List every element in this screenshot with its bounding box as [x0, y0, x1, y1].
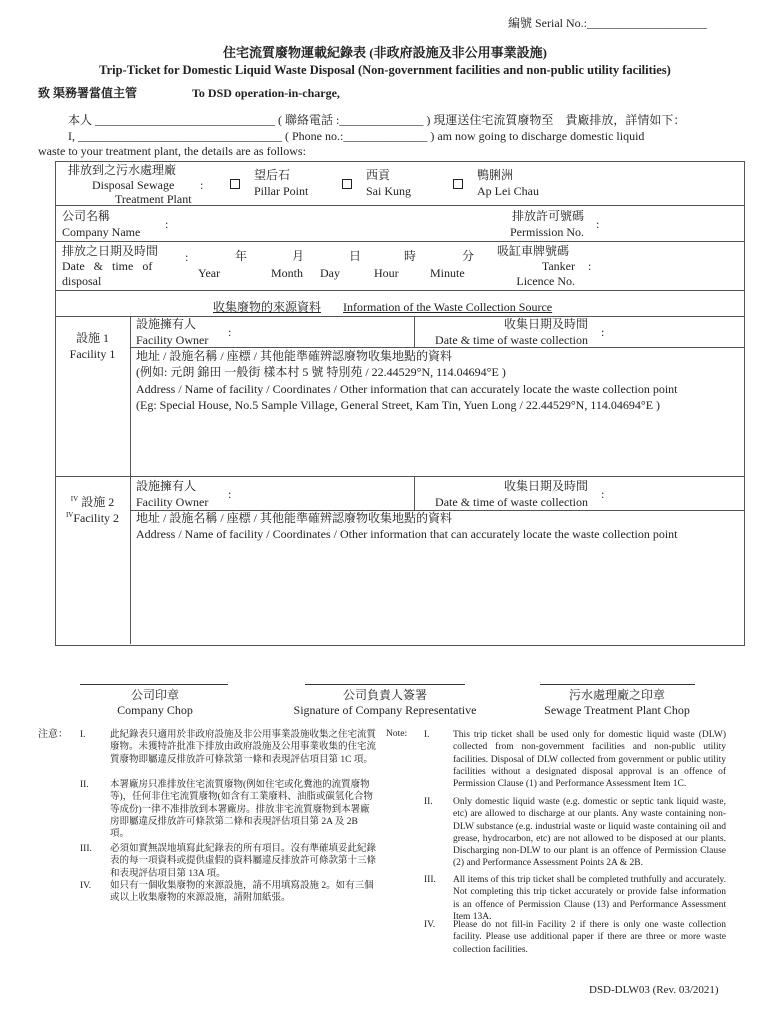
day-unit: 日	[349, 249, 362, 263]
note-en-3	[424, 874, 726, 923]
signature-zh: 公司負責人簽署	[342, 688, 427, 702]
collection-date-label-zh: 收集日期及時間	[503, 479, 588, 493]
collection-date-label-en: Date & time of waste collection	[435, 495, 588, 509]
signature-en: Signature of Company Representative	[293, 703, 477, 717]
serial-number-field[interactable]: 編號 Serial No.:____________________	[508, 16, 707, 30]
note-zh-4	[80, 880, 376, 905]
option-zh: 鴨脷洲	[477, 168, 514, 182]
option-en: Ap Lei Chau	[477, 184, 539, 198]
address-label-zh: 地址 / 設施名稱 / 座標 / 其他能準確辨認廢物收集地點的資料	[136, 349, 453, 363]
note-zh-2	[80, 779, 376, 840]
owner-label-zh: 設施擁有人	[136, 479, 197, 493]
month-label: Month	[271, 266, 304, 280]
company-label-en: Company Name	[62, 225, 141, 239]
option-en: Sai Kung	[366, 184, 411, 198]
collection-date-label-en: Date & time of waste collection	[435, 333, 588, 347]
note-zh-3	[80, 843, 376, 880]
note-en-1	[424, 729, 726, 790]
option-en: Pillar Point	[254, 184, 309, 198]
plant-label-en: Disposal Sewage	[92, 178, 175, 192]
option-zh: 望后石	[254, 168, 291, 182]
address-label-zh: 地址 / 設施名稱 / 座標 / 其他能準確辨認廢物收集地點的資料	[136, 511, 453, 525]
note-number: IV.	[80, 881, 92, 891]
note-ref: IV	[70, 495, 79, 503]
minute-label: Minute	[430, 266, 465, 280]
source-header-en: Information of the Waste Collection Source	[343, 300, 553, 314]
note-zh-1	[80, 729, 376, 766]
source-header	[213, 300, 552, 314]
year-label: Year	[198, 266, 221, 280]
owner-label-en: Facility Owner	[136, 333, 209, 347]
note-text: 如只有一個收集廢物的來源設施，請不用填寫設施 2。如有三個或以上收集廢物的來源設施，請附加紙張。	[110, 881, 374, 904]
checkbox-pillar-point[interactable]	[230, 179, 240, 189]
note-number: I.	[424, 730, 430, 740]
day-label: Day	[320, 266, 340, 280]
plant-label-en2: Treatment Plant	[115, 192, 192, 206]
facility-1-label-en: Facility 1	[69, 347, 116, 361]
address-label-en: Address / Name of facility / Coordinates / Other information that can accurately locate the waste collection point	[136, 527, 678, 541]
permission-no-input[interactable]	[605, 210, 735, 236]
note-number: III.	[80, 844, 92, 854]
note-text: 必須如實無誤地填寫此紀錄表的所有項目。沒有準確填妥此紀錄表的每一項資料或提供虛假的資料屬違反排放許可條款第十三條和表現評估項目第 13A 項。	[110, 844, 377, 879]
checkbox-ap-lei-chau[interactable]	[453, 179, 463, 189]
note-text: 本署廠房只准排放住宅流質廢物(例如住宅或化糞池的流質廢物等)，任何非住宅流質廢物(如含有工業廢料、油脂或碳氫化合物等成份)一律不准排放到本署廠房。排放非宅流質廢物到本署廠房即屬違反排放許可條款第二條和表現評估項目第 2A 及 2B 項。	[110, 780, 373, 840]
address-label-en: Address / Name of facility / Coordinates / Other information that can accurately locate the waste collection point	[136, 382, 678, 396]
colon: :	[185, 250, 189, 264]
note-text: Please do not fill-in Facility 2 if there is only one waste collection facility. Please use additional paper if there are three or more waste collection facilities.	[453, 920, 726, 955]
tanker-label-en: Tanker	[541, 259, 575, 273]
owner-label-zh: 設施擁有人	[136, 317, 197, 331]
company-label-zh: 公司名稱	[62, 209, 111, 223]
note-text: 此紀錄表只適用於非政府設施及非公用事業設施收集之住宅流質廢物。未獲特許批准下排放由政府設施及公用事業收集的住宅流質廢物即屬違反排放許可條款第一條和表現評估項目第 1C 項。	[110, 730, 377, 765]
minute-unit: 分	[462, 249, 475, 263]
owner-label-en: Facility Owner	[136, 495, 209, 509]
company-chop-zh: 公司印章	[130, 688, 179, 702]
colon: :	[228, 487, 232, 501]
tanker-licence-input[interactable]	[598, 246, 738, 286]
address-example-en: (Eg: Special House, No.5 Sample Village, General Street, Kam Tin, Yuen Long / 22.44529°N, 114.04694°E )	[136, 398, 661, 412]
facility-2-label-zh	[55, 495, 130, 509]
notes-zh-label: 注意：	[38, 729, 68, 740]
date-label-en: Date & time of	[62, 259, 153, 273]
tanker-label-en2: Licence No.	[516, 274, 575, 288]
note-text: All items of this trip ticket shall be completed truthfully and accurately. Not completing this trip ticket accurately or provide false information is an offence of Permission Clause (13) and Performance Assessment Item 13A.	[453, 875, 726, 922]
colon: :	[601, 325, 605, 339]
colon: :	[601, 487, 605, 501]
permission-label-zh: 排放許可號碼	[511, 209, 584, 223]
facility-1-address-input[interactable]	[136, 414, 736, 472]
plant-chop-en: Sewage Treatment Plant Chop	[544, 703, 690, 717]
facility-1-label-zh: 設施 1	[75, 331, 109, 345]
permission-label-en: Permission No.	[509, 225, 584, 239]
facility-2-en: Facility 2	[73, 511, 120, 525]
date-label-zh: 排放之日期及時間	[62, 244, 159, 258]
note-number: IV.	[424, 920, 436, 930]
date-label-en2: disposal	[62, 274, 102, 288]
colon: :	[200, 178, 204, 192]
intro-zh[interactable]: 本人 ______________________________ ( 聯絡電話 :______________ ) 現運送住宅流質廢物至 貴廠排放，詳情如下：	[68, 113, 686, 127]
facility-2-zh: 設施 2	[81, 495, 115, 509]
tanker-label-zh: 吸缸車牌號碼	[497, 244, 570, 258]
colon: :	[588, 259, 592, 273]
intro-en-line2: waste to your treatment plant, the details are as follows:	[38, 144, 306, 158]
note-text: Only domestic liquid waste (e.g. domestic or septic tank liquid waste, etc) are allowed to discharge at our plants. Any waste containing non-DLW substance (e.g. industrial waste or liquid waste containing oil and grease, hydrocarbon, etc) are not allowed to be disposed at our plants. Discharging non-DLW to our plant is an offence of Permission Clause (2) and Performance Assessment Points 2A & 2B.	[453, 797, 726, 869]
notes-en-label: Note:	[386, 729, 408, 739]
hour-unit: 時	[404, 249, 417, 263]
note-number: I.	[80, 730, 86, 740]
note-number: II.	[424, 797, 433, 807]
note-ref: IV	[65, 511, 74, 519]
form-code: DSD-DLW03 (Rev. 03/2021)	[589, 984, 719, 996]
facility-2-address-input[interactable]	[136, 545, 736, 640]
note-number: II.	[80, 780, 89, 790]
year-unit: 年	[235, 249, 248, 263]
hour-label: Hour	[374, 266, 399, 280]
checkbox-sai-kung[interactable]	[342, 179, 352, 189]
month-unit: 月	[292, 249, 305, 263]
plant-chop-zh: 污水處理廠之印章	[568, 688, 665, 702]
address-example-zh: (例如: 元朗 錦田 一般街 樣本村 5 號 特別苑 / 22.44529°N, 114.04694°E )	[136, 365, 506, 379]
addressee-zh: 致 渠務署當值主管	[38, 86, 138, 100]
option-zh: 西貢	[366, 168, 391, 182]
company-name-input[interactable]	[170, 218, 420, 234]
title-zh: 住宅流質廢物運載紀錄表 (非政府設施及非公用事業設施)	[223, 45, 547, 60]
note-en-4	[424, 919, 726, 956]
colon: :	[165, 217, 169, 231]
source-header-zh: 收集廢物的來源資料	[213, 300, 322, 314]
company-chop-en: Company Chop	[117, 703, 193, 717]
note-en-2	[424, 796, 726, 870]
facility-2-label-en	[55, 511, 130, 525]
note-number: III.	[424, 875, 436, 885]
colon: :	[228, 325, 232, 339]
intro-en-line1[interactable]: I, __________________________________ ( Phone no.:______________ ) am now going to discharge domestic liquid	[68, 129, 645, 143]
plant-label-zh: 排放到之污水處理廠	[68, 163, 177, 177]
collection-date-label-zh: 收集日期及時間	[503, 317, 588, 331]
colon: :	[596, 217, 600, 231]
title-en: Trip-Ticket for Domestic Liquid Waste Disposal (Non-government facilities and non-public utility facilities)	[99, 63, 671, 77]
note-text: This trip ticket shall be used only for domestic liquid waste (DLW) collected from non-government facilities and non-public utility facilities. Disposal of DLW collected from government or public utility facilities without a designated disposal approval is an offence of Permission Clause (1) and Performance Assessment Item 1C.	[453, 730, 726, 790]
addressee-en: To DSD operation-in-charge,	[192, 86, 340, 100]
